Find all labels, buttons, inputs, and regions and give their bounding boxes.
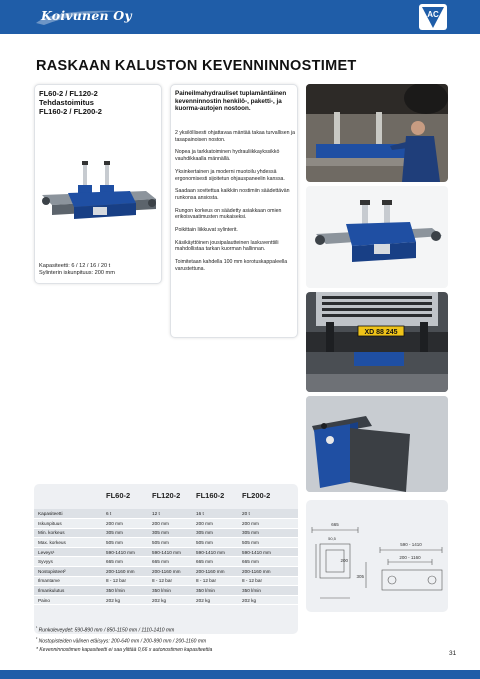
footnote bbox=[36, 624, 306, 635]
row-label: Paino bbox=[34, 595, 102, 605]
dim-small-label: 50,5 bbox=[328, 536, 336, 541]
table-cell: 8 - 12 bar bbox=[148, 576, 192, 586]
feature-item: 2 yksilöllisesti ohjattavaa mäntää takaa turvallisen ja tasapainoisen noston. bbox=[175, 130, 295, 143]
brand-logo bbox=[34, 7, 132, 27]
table-cell: 202 kg bbox=[192, 595, 238, 605]
row-label: Kapasiteetti bbox=[34, 509, 102, 519]
model-heading-line: FL60-2 / FL120-2 bbox=[39, 89, 98, 98]
table-cell: 8 - 12 bar bbox=[192, 576, 238, 586]
spec-table bbox=[34, 484, 298, 634]
column-header: FL120-2 bbox=[152, 491, 181, 500]
row-label: Leveys¹ bbox=[34, 547, 102, 557]
table-cell: 200 mm bbox=[148, 519, 192, 529]
dimension-diagram bbox=[306, 500, 448, 612]
table-cell: 505 mm bbox=[238, 538, 298, 548]
table-cell: 20 t bbox=[238, 509, 298, 519]
ac-logo-text: AC bbox=[427, 10, 439, 19]
table-cell: 200 mm bbox=[238, 519, 298, 529]
photo-truck bbox=[306, 292, 448, 392]
table-cell: 590-1410 mm bbox=[192, 547, 238, 557]
spec-table-header bbox=[34, 491, 298, 505]
feature-item: Poikittain liikkuvat sylinterit. bbox=[175, 227, 238, 234]
table-cell: 200-1160 mm bbox=[238, 567, 298, 577]
page-number: 31 bbox=[449, 650, 457, 657]
table-cell: 16 t bbox=[192, 509, 238, 519]
table-cell: 665 mm bbox=[148, 557, 192, 567]
row-label: Min. korkeus bbox=[34, 528, 102, 538]
table-cell: 350 l/min bbox=[192, 586, 238, 596]
table-cell: 200 mm bbox=[192, 519, 238, 529]
table-row bbox=[34, 509, 298, 519]
table-cell: 202 kg bbox=[238, 595, 298, 605]
table-row bbox=[34, 595, 298, 605]
footnote bbox=[36, 646, 306, 655]
table-cell: 12 t bbox=[148, 509, 192, 519]
table-cell: 505 mm bbox=[192, 538, 238, 548]
table-cell: 8 - 12 bar bbox=[102, 576, 148, 586]
table-cell: 665 mm bbox=[102, 557, 148, 567]
dim-points-label: 200 - 1160 bbox=[399, 555, 421, 560]
table-cell: 350 l/min bbox=[148, 586, 192, 596]
table-cell: 200-1160 mm bbox=[148, 567, 192, 577]
feature-item: Käsikäyttöinen jousipalautteinen laskuventtiili mahdollistaa tarkan kuorman hallinnan. bbox=[175, 239, 279, 253]
table-cell: 350 l/min bbox=[238, 586, 298, 596]
table-cell: 665 mm bbox=[238, 557, 298, 567]
table-cell: 590-1410 mm bbox=[238, 547, 298, 557]
footnote-text: Kevenninnostimen kapasiteetti ei saa ylittää 0,66 x autonostimen kapasiteettia bbox=[39, 647, 213, 654]
table-cell: 202 kg bbox=[102, 595, 148, 605]
spec-table-body bbox=[34, 509, 298, 605]
feature-item: Toimitetaan kahdella 100 mm korotuskappaleella varustettuna. bbox=[175, 259, 288, 272]
footer-bar bbox=[0, 670, 480, 679]
product-panel bbox=[34, 84, 162, 284]
row-label: Nostopisteet² bbox=[34, 567, 102, 577]
footnote-mark: ² bbox=[36, 637, 38, 642]
table-row bbox=[34, 528, 298, 538]
table-row bbox=[34, 567, 298, 577]
feature-item: Yksinkertainen ja moderni muotoilu yhdessä ergonomisesti sijoitetun ohjauspaneelin kanssa. bbox=[175, 168, 285, 182]
column-header: FL200-2 bbox=[242, 491, 271, 500]
page-title: RASKAAN KALUSTON KEVENNINNOSTIMET bbox=[36, 58, 357, 74]
model-heading-line: Tehdastoimitus bbox=[39, 98, 94, 108]
ac-logo-icon bbox=[418, 3, 448, 31]
table-cell: 200-1160 mm bbox=[102, 567, 148, 577]
footnote-text: Runkoleveydet: 590-890 mm / 850-1150 mm / 1110-1410 mm bbox=[38, 627, 175, 634]
table-cell: 590-1410 mm bbox=[102, 547, 148, 557]
table-cell: 665 mm bbox=[192, 557, 238, 567]
table-row bbox=[34, 576, 298, 586]
row-label: Iskunpituus bbox=[34, 519, 102, 529]
footnote-mark: ¹ bbox=[36, 626, 38, 630]
features-list bbox=[175, 130, 295, 279]
photo-jack-extensions bbox=[306, 396, 448, 492]
photo-mechanic bbox=[306, 84, 448, 182]
brand-name: Koivunen Oy bbox=[41, 8, 132, 23]
row-label: Ilmankulutus bbox=[34, 586, 102, 596]
table-cell: 350 l/min bbox=[102, 586, 148, 596]
table-cell: 202 kg bbox=[148, 595, 192, 605]
table-cell: 505 mm bbox=[148, 538, 192, 548]
table-cell: 505 mm bbox=[102, 538, 148, 548]
features-lead: Paineilmahydrauliset tuplamäntäinen kevenninnostin henkilö-, paketti-, ja kuorma-autojen nostoon. bbox=[175, 90, 287, 113]
footnote-mark: * bbox=[36, 647, 38, 654]
features-panel bbox=[170, 84, 298, 338]
model-heading bbox=[39, 89, 102, 117]
row-label: Ilmantarve bbox=[34, 576, 102, 586]
model-heading-line: FL160-2 / FL200-2 bbox=[39, 107, 102, 117]
table-cell: 305 mm bbox=[102, 528, 148, 538]
table-row bbox=[34, 538, 298, 548]
feature-item: Nopea ja tarkkatoiminen hydrauliikkaykssikkö vauhdikkaalla männällä. bbox=[175, 149, 280, 163]
table-cell: 200 mm bbox=[102, 519, 148, 529]
column-header: FL60-2 bbox=[106, 491, 131, 500]
table-cell: 6 t bbox=[102, 509, 148, 519]
row-label: Max. korkeus bbox=[34, 538, 102, 548]
table-cell: 200-1160 mm bbox=[192, 567, 238, 577]
table-cell: 590-1410 mm bbox=[148, 547, 192, 557]
dim-stroke-label: 200 bbox=[340, 558, 348, 563]
dim-width-label: 590 - 1410 bbox=[400, 542, 422, 547]
dim-height-label: 305 bbox=[356, 574, 364, 579]
column-header: FL160-2 bbox=[196, 491, 225, 500]
footnote bbox=[36, 635, 306, 646]
capacity-info bbox=[39, 263, 115, 277]
table-cell: 305 mm bbox=[192, 528, 238, 538]
table-cell: 305 mm bbox=[238, 528, 298, 538]
footnotes bbox=[36, 624, 306, 655]
header-bar bbox=[0, 0, 480, 34]
row-label: Syvyys bbox=[34, 557, 102, 567]
feature-item: Saadaan sovitettua kaikkiin nostimiin säädettävän runkonsa ansiosta. bbox=[175, 188, 290, 201]
table-cell: 305 mm bbox=[148, 528, 192, 538]
feature-item: Rungon korkeus on säädetty asiakkaan omien erikoisvaatimusten mukaiseksi. bbox=[175, 207, 282, 221]
table-cell: 8 - 12 bar bbox=[238, 576, 298, 586]
capacity-text: Kapasiteetti: 6 / 12 / 16 / 20 t bbox=[39, 263, 111, 269]
table-row bbox=[34, 547, 298, 557]
table-row bbox=[34, 519, 298, 529]
jack-illustration bbox=[38, 157, 160, 237]
license-plate: XD 88 245 bbox=[364, 329, 398, 336]
photo-jack bbox=[306, 186, 448, 288]
table-row bbox=[34, 557, 298, 567]
stroke-text: Sylinterin iskunpituus: 200 mm bbox=[39, 270, 115, 277]
dim-top-label: 665 bbox=[331, 522, 339, 527]
table-row bbox=[34, 586, 298, 596]
footnote-text: Nostopisteiden välinen etäisyys: 200-640 mm / 200-990 mm / 200-1160 mm bbox=[38, 638, 207, 645]
